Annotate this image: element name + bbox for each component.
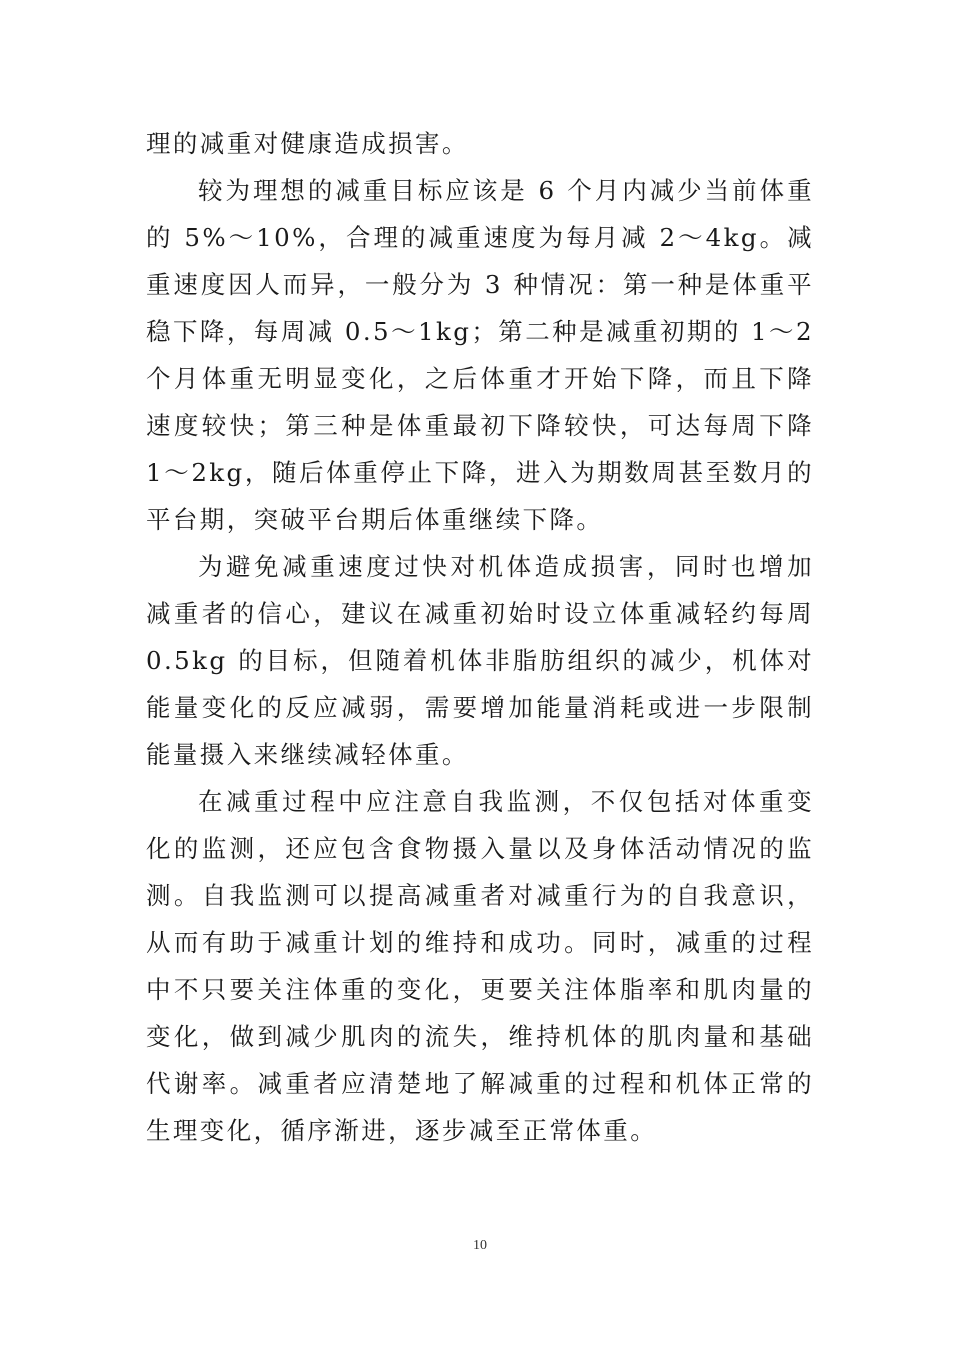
page-number: 10	[473, 1238, 487, 1253]
body-text	[146, 120, 814, 1154]
paragraph-continuation: 理的减重对健康造成损害。	[146, 129, 469, 158]
paragraph-self-monitoring: 在减重过程中应注意自我监测，不仅包括对体重变化的监测，还应包含食物摄入量以及身体活动情况的监测。自我监测可以提高减重者对减重行为的自我意识，从而有助于减重计划的维持和成功。同时，减重的过程中不只要关注体重的变化，更要关注体脂率和肌肉量的变化，做到减少肌肉的流失，维持机体的肌肉量和基础代谢率。减重者应清楚地了解减重的过程和机体正常的生理变化，循序渐进，逐步减至正常体重。	[146, 787, 814, 1145]
paragraph-weight-loss-goal: 较为理想的减重目标应该是 6 个月内减少当前体重的 5%～10%，合理的减重速度为每月减 2～4kg。减重速度因人而异，一般分为 3 种情况：第一种是体重平稳下降，每周减 0.5～1kg；第二种是减重初期的 1～2 个月体重无明显变化，之后体重才开始下降，而且下降速度较快；第三种是体重最初下降较快，可达每周下降 1～2kg，随后体重停止下降，进入为期数周甚至数月的平台期，突破平台期后体重继续下降。	[146, 176, 814, 534]
paragraph-weight-loss-rate: 为避免减重速度过快对机体造成损害，同时也增加减重者的信心，建议在减重初始时设立体重减轻约每周 0.5kg 的目标，但随着机体非脂肪组织的减少，机体对能量变化的反应减弱，需要增加能量消耗或进一步限制能量摄入来继续减轻体重。	[146, 552, 814, 769]
